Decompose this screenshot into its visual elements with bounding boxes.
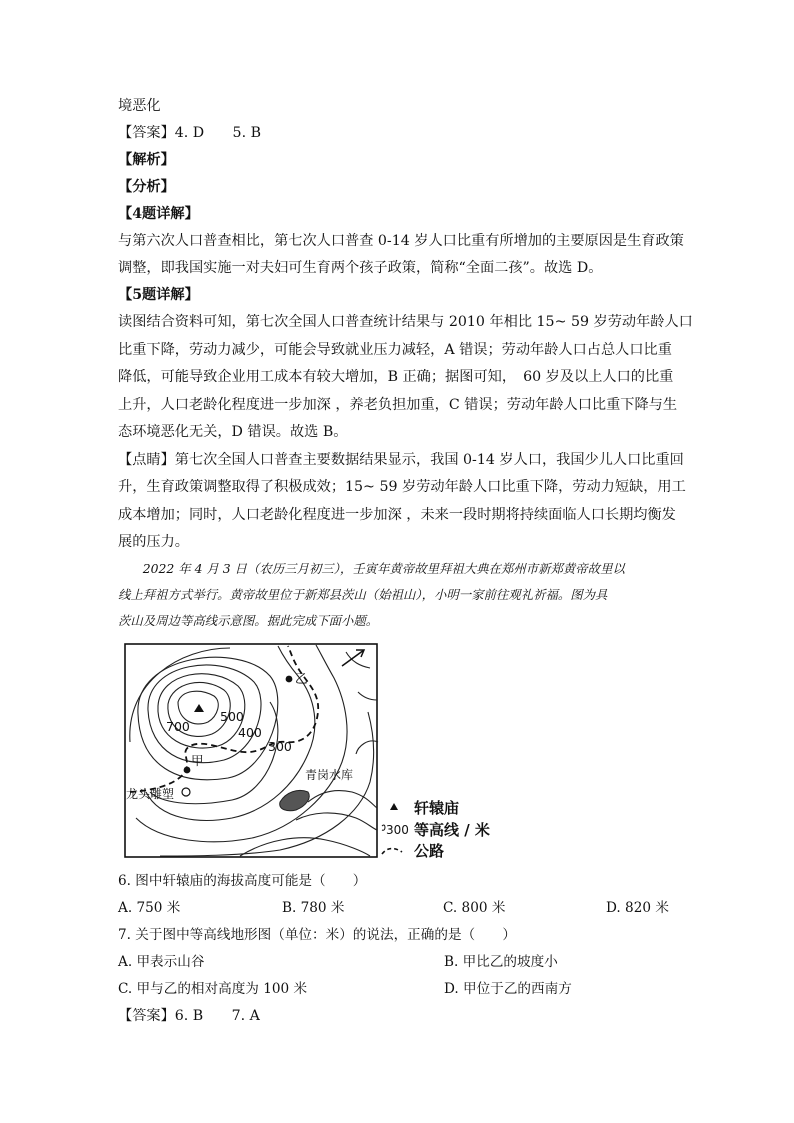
text-line: 比重下降，劳动力减少，可能会导致就业压力减轻，A 错误；劳动年龄人口占总人口比重	[118, 342, 672, 358]
statue-marker	[182, 788, 190, 796]
text-line: 成本增加；同时，人口老龄化程度进一步加深 ，未来一段时期将持续面临人口长期均衡发	[118, 507, 676, 523]
reservoir-area	[280, 790, 310, 810]
legend-road-label: 公路	[414, 842, 445, 860]
legend	[382, 799, 490, 860]
question-6-stem: 6. 图中轩辕庙的海拔高度可能是（ ）	[118, 873, 367, 889]
answer-line-2: 【答案】6. B 7. A	[118, 1008, 260, 1024]
contour-map	[120, 642, 515, 862]
contour-label: 400	[238, 725, 262, 740]
text-line: 升，生育政策调整取得了积极成效；15~ 59 岁劳动年龄人口比重下降，劳动力短缺，用工	[118, 479, 686, 495]
contour-label: 700	[166, 719, 190, 734]
q7-option-d: D. 甲位于乙的西南方	[444, 981, 572, 997]
point-jia-marker	[184, 767, 191, 774]
q6-option-c: C. 800 米	[443, 900, 506, 916]
q4-heading: 【4题详解】	[118, 206, 199, 222]
q6-option-d: D. 820 米	[606, 900, 669, 916]
text-line: 读图结合资料可知，第七次全国人口普查统计结果与 2010 年相比 15~ 59 岁劳动年龄人口	[118, 314, 693, 330]
q6-option-a: A. 750 米	[118, 900, 181, 916]
legend-road-icon	[382, 849, 402, 855]
q7-option-b: B. 甲比乙的坡度小	[444, 954, 558, 970]
text-line: 调整，即我国实施一对夫妇可生育两个孩子政策，简称“全面二孩”。故选 D。	[118, 260, 603, 276]
text-line: 境恶化	[118, 98, 161, 114]
analysis-heading: 【解析】	[118, 152, 175, 168]
text-line: 降低，可能导致企业用工成本有较大增加，B 正确；据图可知， 60 岁及以上人口的比重	[118, 369, 674, 385]
contour-label: 300	[268, 739, 292, 754]
q6-option-b: B. 780 米	[282, 900, 345, 916]
material-line: 茨山及周边等高线示意图。据此完成下面小题。	[118, 613, 379, 628]
point-jia-label: 甲	[191, 753, 204, 768]
point-yi-marker	[286, 676, 293, 683]
text-line: 上升，人口老龄化程度进一步加深 ，养老负担加重，C 错误；劳动年龄人口比重下降与生	[118, 397, 678, 413]
text-line: 与第六次人口普查相比，第七次人口普查 0-14 岁人口比重有所增加的主要原因是生育政策	[118, 233, 684, 249]
material-line: 2022 年 4 月 3 日（农历三月初三），壬寅年黄帝故里拜祖大典在郑州市新郑黄帝故里以	[118, 561, 625, 576]
q5-heading: 【5题详解】	[118, 287, 199, 303]
text-line: 展的压力。	[118, 534, 189, 550]
legend-contour-label: 等高线 / 米	[414, 821, 490, 839]
text-line: 态环境恶化无关，D 错误。故选 B。	[118, 424, 348, 440]
q7-option-c: C. 甲与乙的相对高度为 100 米	[118, 981, 308, 997]
contour-label: 500	[220, 709, 244, 724]
legend-temple-label: 轩辕庙	[414, 799, 460, 817]
statue-label: 龙头雕塑	[126, 787, 175, 801]
question-7-stem: 7. 关于图中等高线地形图（单位：米）的说法，正确的是（ ）	[118, 927, 516, 943]
comment-line: 【点睛】第七次全国人口普查主要数据结果显示，我国 0-14 岁人口，我国少儿人口比重回	[118, 452, 684, 468]
point-yi-label: 乙	[295, 671, 308, 686]
legend-contour-value: 300	[386, 823, 409, 837]
north-arrow-icon	[342, 650, 364, 666]
material-line: 线上拜祖方式举行。黄帝故里位于新郑县茨山（始祖山），小明一家前往观礼祈福。图为具	[118, 587, 608, 602]
analysis-subheading: 【分析】	[118, 179, 175, 195]
q7-option-a: A. 甲表示山谷	[118, 954, 205, 970]
reservoir-label: 青岗水库	[305, 768, 354, 782]
map-frame	[125, 644, 377, 857]
legend-temple-icon	[390, 803, 398, 810]
temple-icon	[194, 704, 204, 712]
answer-line: 【答案】4. D 5. B	[118, 125, 262, 141]
